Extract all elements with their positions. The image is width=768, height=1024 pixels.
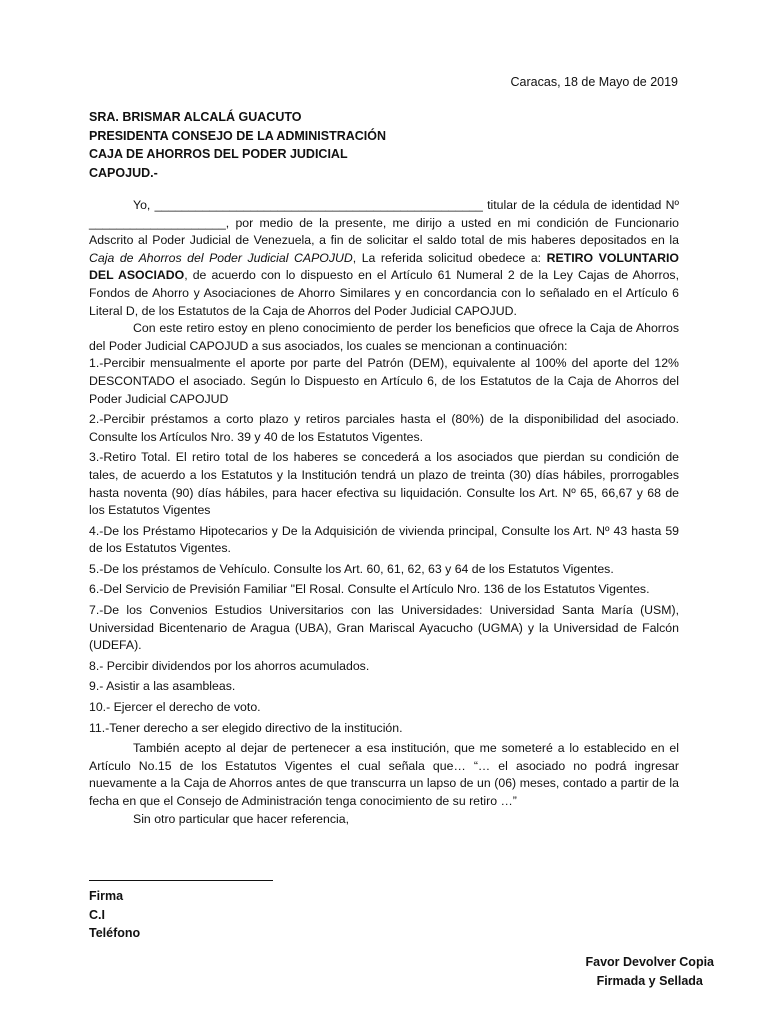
intro-text-1: , por medio de la presente, me dirijo a usted en mi condición de Funcionario Adscrito al Poder Judicial de Venezuela, a fin de solicitar el saldo total de mis haberes depositados en la bbox=[89, 215, 679, 248]
benefit-item: 11.-Tener derecho a ser elegido directivo de la institución. bbox=[89, 720, 403, 735]
benefits-intro: Con este retiro estoy en pleno conocimiento de perder los beneficios que ofrece la Caja de Ahorros del Poder Judicial CAPOJUD a sus asociados, los cuales se mencionan a continuación: bbox=[89, 321, 679, 353]
signature-ci: C.I bbox=[89, 907, 105, 922]
return-note bbox=[585, 953, 714, 991]
benefit-item: 1.-Percibir mensualmente el aporte por parte del Patrón (DEM), equivalente al 100% del aporte del 12% DESCONTADO el asociado. Según lo Dispuesto en Artículo 6, de los Estatutos de la Caja de Ahorros del Poder Judicial CAPOJUD bbox=[89, 356, 679, 406]
benefit-item: 8.- Percibir dividendos por los ahorros acumulados. bbox=[89, 658, 370, 673]
benefit-item: 10.- Ejercer el derecho de voto. bbox=[89, 700, 261, 715]
intro-yo: Yo, bbox=[133, 198, 151, 212]
signature-telefono: Teléfono bbox=[89, 926, 141, 940]
addressee-title: PRESIDENTA CONSEJO DE LA ADMINISTRACIÓN bbox=[89, 128, 387, 143]
addressee-org: CAJA DE AHORROS DEL PODER JUDICIAL bbox=[89, 147, 348, 161]
intro-titular: titular de la cédula de identidad bbox=[487, 198, 662, 212]
closing-line: Sin otro particular que hacer referencia, bbox=[133, 811, 349, 826]
addressee-acronym: CAPOJUD.- bbox=[89, 165, 158, 180]
addressee-name: SRA. BRISMAR ALCALÁ GUACUTO bbox=[89, 110, 302, 124]
intro-no: Nº bbox=[665, 198, 679, 212]
signature-block bbox=[89, 887, 140, 943]
intro-request: RETIRO VOLUNTARIO DEL ASOCIADO bbox=[89, 250, 679, 283]
return-note-line-1: Favor Devolver Copia bbox=[585, 955, 714, 969]
id-blank: ____________________ bbox=[89, 215, 226, 230]
signature-line bbox=[89, 880, 273, 881]
name-blank: ________________________________________________ bbox=[154, 198, 483, 212]
benefit-item: 9.- Asistir a las asambleas. bbox=[89, 679, 236, 694]
letter-body bbox=[89, 197, 679, 828]
intro-text-3: , de acuerdo con lo dispuesto en el Artículo 61 Numeral 2 de la Ley Cajas de Ahorros, Fondos de Ahorro y Asociaciones de Ahorro Similares y en concordancia con lo señalado en el Artículo 6 Literal D, de los Estatutos de la Caja de Ahorros del Poder Judicial CAPOJUD. bbox=[89, 268, 679, 318]
benefit-item: 2.-Percibir préstamos a corto plazo y retiros parciales hasta el (80%) de la disponibilidad del asociado. Consulte los Artículos Nro. 39 y 40 de los Estatutos Vigentes. bbox=[89, 412, 679, 444]
signature-firma: Firma bbox=[89, 889, 124, 903]
acceptance-paragraph: También acepto al dejar de pertenecer a esa institución, que me someteré a lo establecido en el Artículo No.15 de los Estatutos Vigentes el cual señala que… “… el asociado no podrá ingresar nuevamente a la Caja de Ahorros antes de que transcurra un lapso de un (06) meses, contado a partir de la fecha en que el Consejo de Administración tenga conocimiento de su retiro …” bbox=[89, 741, 679, 808]
return-note-line-2: Firmada y Sellada bbox=[596, 974, 703, 988]
benefit-item: 7.-De los Convenios Estudios Universitarios con las Universidades: Universidad Santa María (USM), Universidad Bicentenario de Aragua (UBA), Gran Mariscal Ayacucho (UGMA) y la Universidad de Falcón (UDEFA). bbox=[89, 603, 679, 653]
intro-italic-name: Caja de Ahorros del Poder Judicial CAPOJUD bbox=[89, 250, 353, 265]
benefit-item: 6.-Del Servicio de Previsión Familiar "El Rosal. Consulte el Artículo Nro. 136 de los Estatutos Vigentes. bbox=[89, 582, 650, 597]
date-line: Caracas, 18 de Mayo de 2019 bbox=[510, 75, 678, 89]
benefit-item: 3.-Retiro Total. El retiro total de los haberes se concederá a los asociados que pierdan su condición de tales, de acuerdo a los Estatutos y la Institución tendrá un plazo de treinta (30) días hábiles, prorrogables hasta noventa (90) días hábiles, para hacer efectiva su liquidación. Consulte los Art. Nº 65, 66,67 y 68 de los Estatutos Vigentes bbox=[89, 450, 679, 518]
intro-text-2: , La referida solicitud obedece a: bbox=[352, 250, 542, 265]
benefit-item: 4.-De los Préstamo Hipotecarios y De la Adquisición de vivienda principal, Consulte los Art. Nº 43 hasta 59 de los Estatutos Vigentes. bbox=[89, 523, 679, 556]
benefit-item: 5.-De los préstamos de Vehículo. Consulte los Art. 60, 61, 62, 63 y 64 de los Estatutos Vigentes. bbox=[89, 561, 614, 576]
addressee-block bbox=[89, 108, 386, 182]
intro-paragraph bbox=[89, 197, 679, 320]
